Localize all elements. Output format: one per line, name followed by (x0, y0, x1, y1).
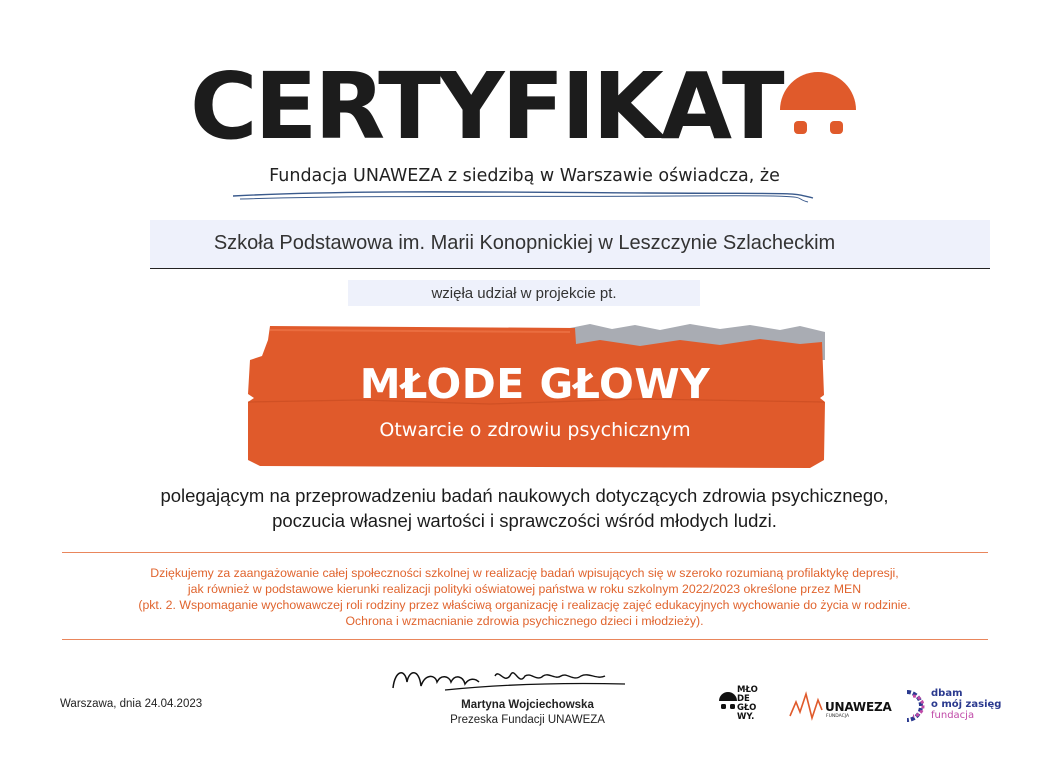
logo-text-line: dbam (931, 688, 963, 699)
certificate-title: CERTYFIKAT (190, 53, 782, 160)
dbam-logo-icon (903, 688, 933, 724)
place-and-date: Warszawa, dnia 24.04.2023 (60, 698, 203, 710)
logo-text-line: MŁO (737, 685, 758, 695)
issuer-statement: Fundacja UNAWEZA z siedzibą w Warszawie oświadcza, że (269, 166, 780, 186)
unaweza-logo-text: UNAWEZA (825, 700, 892, 714)
project-subtitle: Otwarcie o zdrowiu psychicznym (379, 419, 691, 441)
divider-bottom (62, 639, 988, 640)
school-name: Szkoła Podstawowa im. Marii Konopnickiej w Leszczynie Szlacheckim (213, 232, 836, 254)
project-description (0, 483, 1049, 533)
description-line: poczucia własnej wartości i sprawczości wśród młodych ludzi. (272, 510, 777, 531)
signatory-role: Prezeska Fundacji UNAWEZA (450, 714, 605, 726)
scribble-underline (228, 186, 818, 208)
mlode-glowy-logo-text (737, 686, 767, 722)
logo-text-line: WY. (737, 712, 755, 722)
handwritten-signature (385, 660, 630, 698)
unaweza-logo-subtext: FUNDACJA (826, 714, 850, 719)
divider-top (62, 552, 988, 553)
acknowledgement-line: (pkt. 2. Wspomaganie wychowawczej roli rodziny przez właściwą organizację i realizację zajęć edukacyjnych wychowanie do życia w rodzinie. (138, 598, 911, 612)
acknowledgement-line: Ochrona i wzmacnianie zdrowia psychicznego dzieci i młodzieży). (345, 614, 704, 628)
description-line: polegającym na przeprowadzeniu badań naukowych dotyczących zdrowia psychicznego, (160, 485, 889, 506)
logo-text-line: DE (737, 694, 750, 704)
acknowledgement-line: Dziękujemy za zaangażowanie całej społeczności szkolnej w realizację badań wpisujących się w szeroko rozumianą profilaktykę depresji, (150, 566, 899, 580)
signatory-name: Martyna Wojciechowska (461, 699, 594, 711)
acknowledgement-line: jak również w podstawowe kierunki realizacji polityki oświatowej państwa w roku szkolnym 2022/2023 określone przez MEN (187, 582, 862, 596)
mascot-face-icon (778, 70, 858, 150)
acknowledgement-text (0, 565, 1049, 629)
logo-text-line: o mój zasięg (931, 698, 1002, 710)
participation-text: wzięła udział w projekcie pt. (431, 285, 617, 302)
dbam-logo-subtext: fundacja (931, 710, 975, 721)
project-title: MŁODE GŁOWY (359, 360, 711, 408)
logo-text-line: GŁO (737, 703, 757, 713)
dbam-logo-text (931, 689, 1001, 710)
